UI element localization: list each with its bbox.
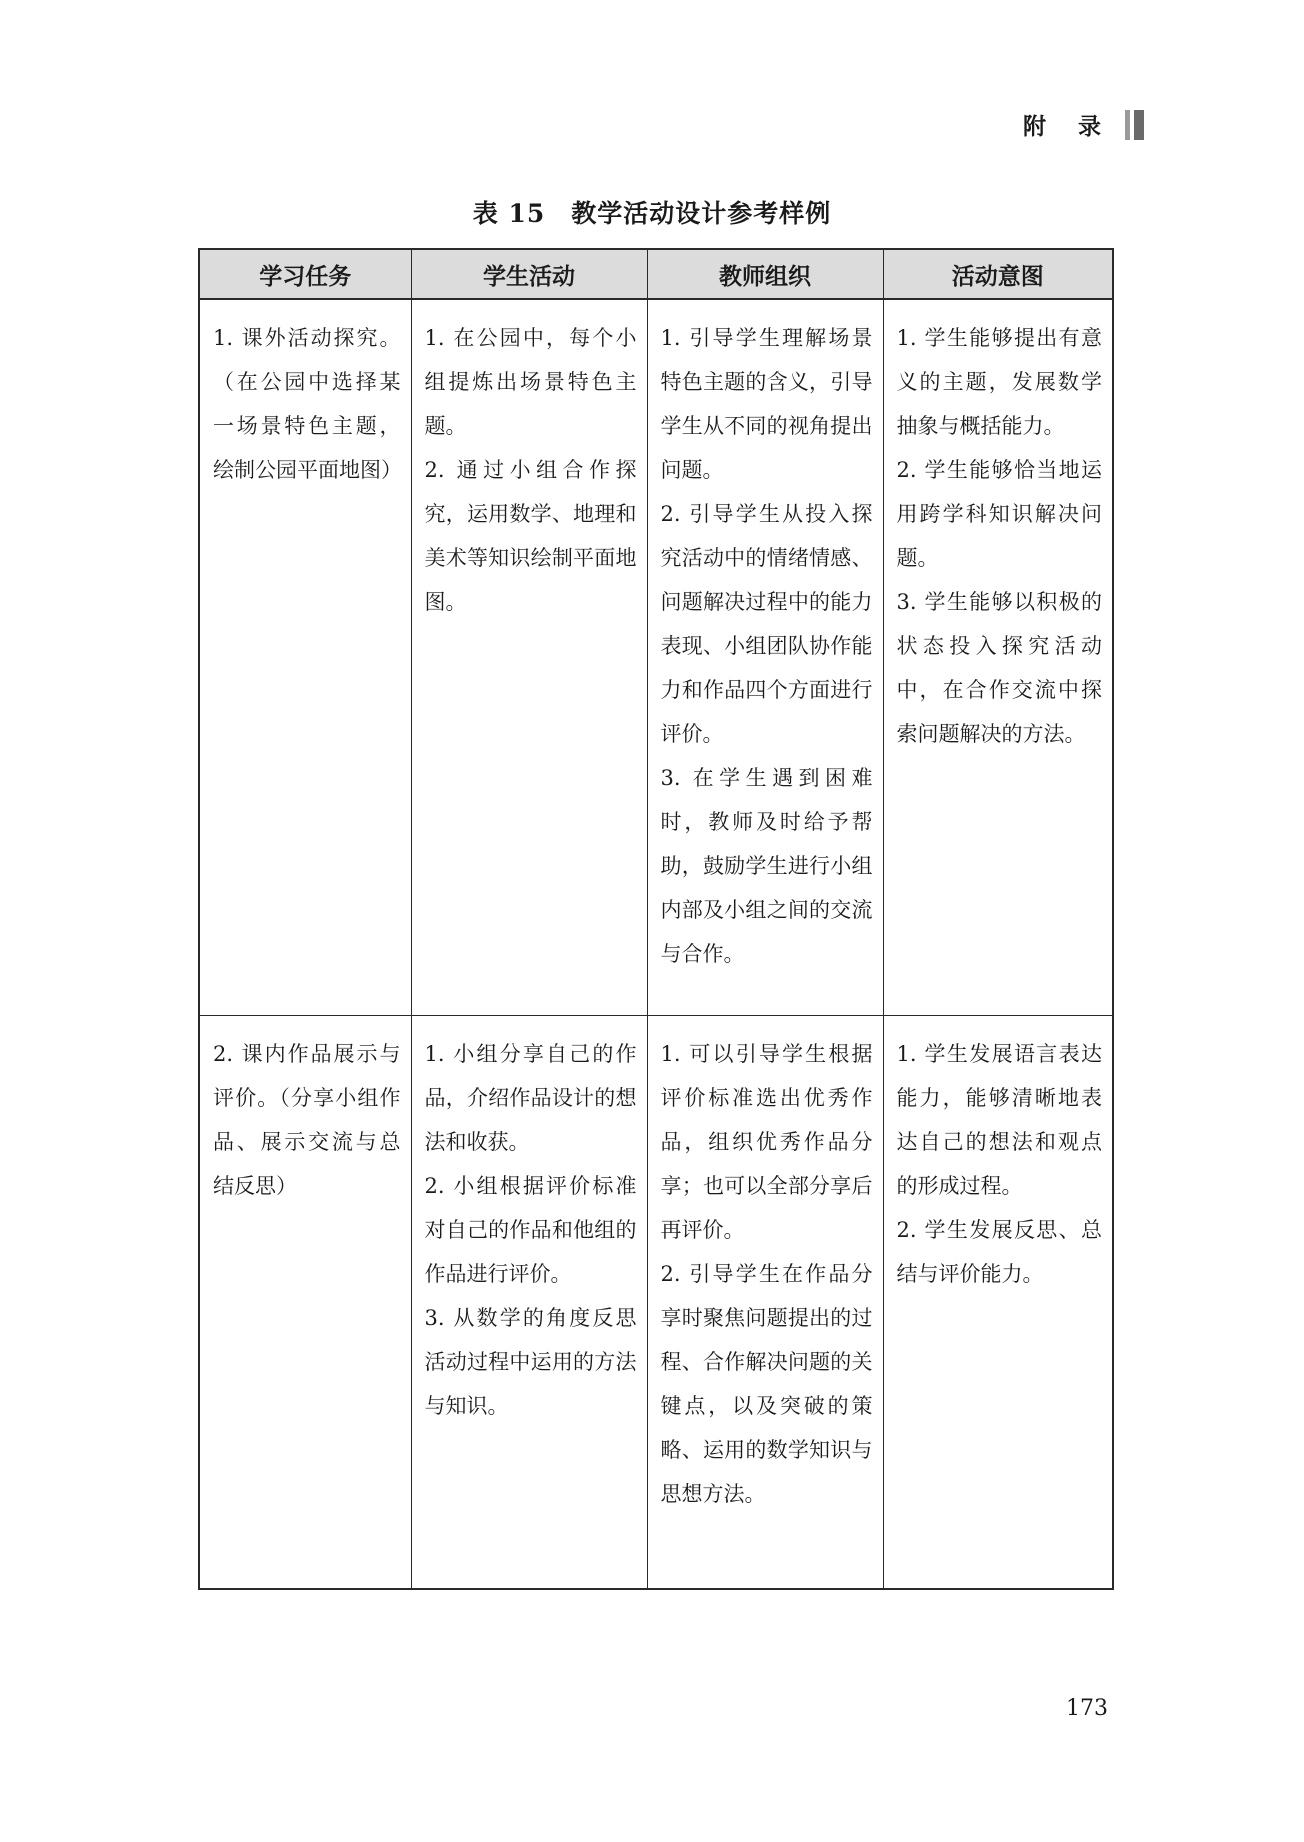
- teacher-organization-cell: [647, 1015, 883, 1589]
- table-row: [199, 299, 1113, 1015]
- activity-design-table: [198, 248, 1114, 1590]
- task-cell: [199, 299, 411, 1015]
- student-activity-cell: [411, 299, 647, 1015]
- column-header-intent: 活动意图: [883, 249, 1113, 299]
- activity-intent-item: 1. 学生发展语言表达能力，能够清晰地表达自己的想法和观点的形成过程。: [896, 1041, 1102, 1198]
- student-activity-item: 3. 从数学的角度反思活动过程中运用的方法与知识。: [424, 1305, 637, 1418]
- activity-intent-cell: [883, 299, 1113, 1015]
- section-label: 附 录: [1022, 114, 1113, 140]
- student-activity-item: 2. 通过小组合作探究，运用数学、地理和美术等知识绘制平面地图。: [424, 458, 637, 614]
- teacher-organization-item: 3. 在学生遇到困难时，教师及时给予帮助，鼓励学生进行小组内部及小组之间的交流与合作。: [660, 766, 873, 966]
- teacher-organization-item: 2. 引导学生在作品分享时聚焦问题提出的过程、合作解决问题的关键点，以及突破的策略、运用的数学知识与思想方法。: [660, 1261, 873, 1506]
- activity-intent-item: 2. 学生发展反思、总结与评价能力。: [896, 1217, 1102, 1286]
- student-activity-cell: [411, 1015, 647, 1589]
- table-row: [199, 1015, 1113, 1589]
- column-header-student: 学生活动: [411, 249, 647, 299]
- student-activity-item: 2. 小组根据评价标准对自己的作品和他组的作品进行评价。: [424, 1173, 637, 1286]
- student-activity-item: 1. 小组分享自己的作品，介绍作品设计的想法和收获。: [424, 1041, 637, 1154]
- teacher-organization-item: 1. 可以引导学生根据评价标准选出优秀作品，组织优秀作品分享；也可以全部分享后再评价。: [660, 1041, 873, 1242]
- table-caption-number: 表 15: [472, 199, 546, 228]
- teacher-organization-item: 1. 引导学生理解场景特色主题的含义，引导学生从不同的视角提出问题。: [660, 326, 873, 482]
- task-text: 2. 课内作品展示与评价。（分享小组作品、展示交流与总结反思）: [213, 1041, 401, 1198]
- task-cell: [199, 1015, 411, 1589]
- running-head: [1023, 108, 1144, 141]
- activity-intent-item: 2. 学生能够恰当地运用跨学科知识解决问题。: [896, 458, 1102, 570]
- column-header-teacher: 教师组织: [647, 249, 883, 299]
- section-marker-bars: [1125, 110, 1144, 140]
- table-caption: [0, 194, 1304, 230]
- student-activity-item: 1. 在公园中，每个小组提炼出场景特色主题。: [424, 326, 637, 438]
- activity-intent-item: 1. 学生能够提出有意义的主题，发展数学抽象与概括能力。: [896, 326, 1102, 438]
- teacher-organization-item: 2. 引导学生从投入探究活动中的情绪情感、问题解决过程中的能力表现、小组团队协作能力和作品四个方面进行评价。: [660, 502, 873, 746]
- page-number: 173: [1066, 1696, 1108, 1721]
- teacher-organization-cell: [647, 299, 883, 1015]
- activity-intent-item: 3. 学生能够以积极的状态投入探究活动中，在合作交流中探索问题解决的方法。: [896, 590, 1102, 746]
- marker-bar-thick: [1134, 110, 1144, 140]
- activity-intent-cell: [883, 1015, 1113, 1589]
- task-text: 1. 课外活动探究。（在公园中选择某一场景特色主题，绘制公园平面地图）: [213, 326, 402, 482]
- column-header-task: 学习任务: [199, 249, 411, 299]
- table-header-row: [199, 249, 1113, 299]
- table-caption-text: 教学活动设计参考样例: [571, 199, 832, 228]
- marker-bar-thin: [1125, 110, 1130, 140]
